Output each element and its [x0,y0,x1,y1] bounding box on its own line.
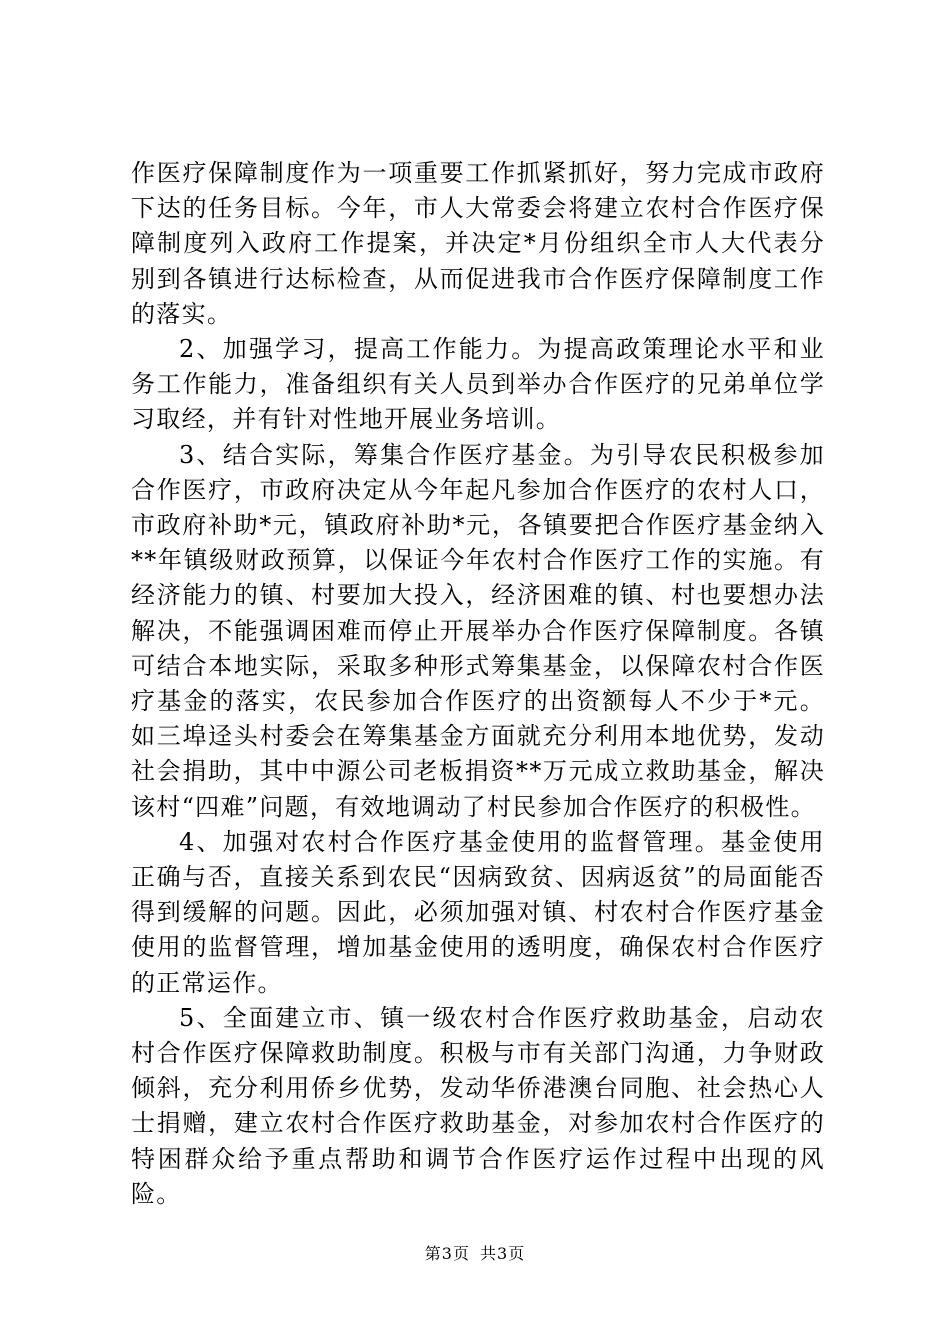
paragraph-item-2: 2、加强学习，提高工作能力。为提高政策理论水平和业务工作能力，准备组织有关人员到举办合作医疗的兄弟单位学习取经，并有针对性地开展业务培训。 [131,335,825,434]
paragraph-continuation: 作医疗保障制度作为一项重要工作抓紧抓好，努力完成市政府下达的任务目标。今年，市人大常委会将建立农村合作医疗保障制度列入政府工作提案，并决定*月份组织全市人大代表分别到各镇进行达标检查，从而促进我市合作医疗保障制度工作的落实。 [131,159,825,328]
paragraph-item-3: 3、结合实际，筹集合作医疗基金。为引导农民积极参加合作医疗，市政府决定从今年起凡参加合作医疗的农村人口，市政府补助*元，镇政府补助*元，各镇要把合作医疗基金纳入**年镇级财政预算，以保证今年农村合作医疗工作的实施。有经济能力的镇、村要加大投入，经济困难的镇、村也要想办法解决，不能强调困难而停止开展举办合作医疗保障制度。各镇可结合本地实际，采取多种形式筹集基金，以保障农村合作医疗基金的落实，农民参加合作医疗的出资额每人不少于*元。如三埠迳头村委会在筹集基金方面就充分利用本地优势，发动社会捐助，其中中源公司老板捐资**万元成立救助基金，解决该村“四难”问题，有效地调动了村民参加合作医疗的积极性。 [131,440,825,821]
page-number-current: 第3页 [424,1244,470,1263]
document-body [131,156,825,1212]
paragraph-item-4: 4、加强对农村合作医疗基金使用的监督管理。基金使用正确与否，直接关系到农民“因病致贫、因病返贫”的局面能否得到缓解的问题。因此，必须加强对镇、村农村合作医疗基金使用的监督管理，增加基金使用的透明度，确保农村合作医疗的正常运作。 [131,827,825,997]
page-footer [0,1244,950,1264]
paragraph-item-5: 5、全面建立市、镇一级农村合作医疗救助基金，启动农村合作医疗保障救助制度。积极与市有关部门沟通，力争财政倾斜，充分利用侨乡优势，发动华侨港澳台同胞、社会热心人士捐赠，建立农村合作医疗救助基金，对参加农村合作医疗的特困群众给予重点帮助和调节合作医疗运作过程中出现的风险。 [131,1003,825,1208]
page-number-total: 共3页 [480,1244,526,1263]
